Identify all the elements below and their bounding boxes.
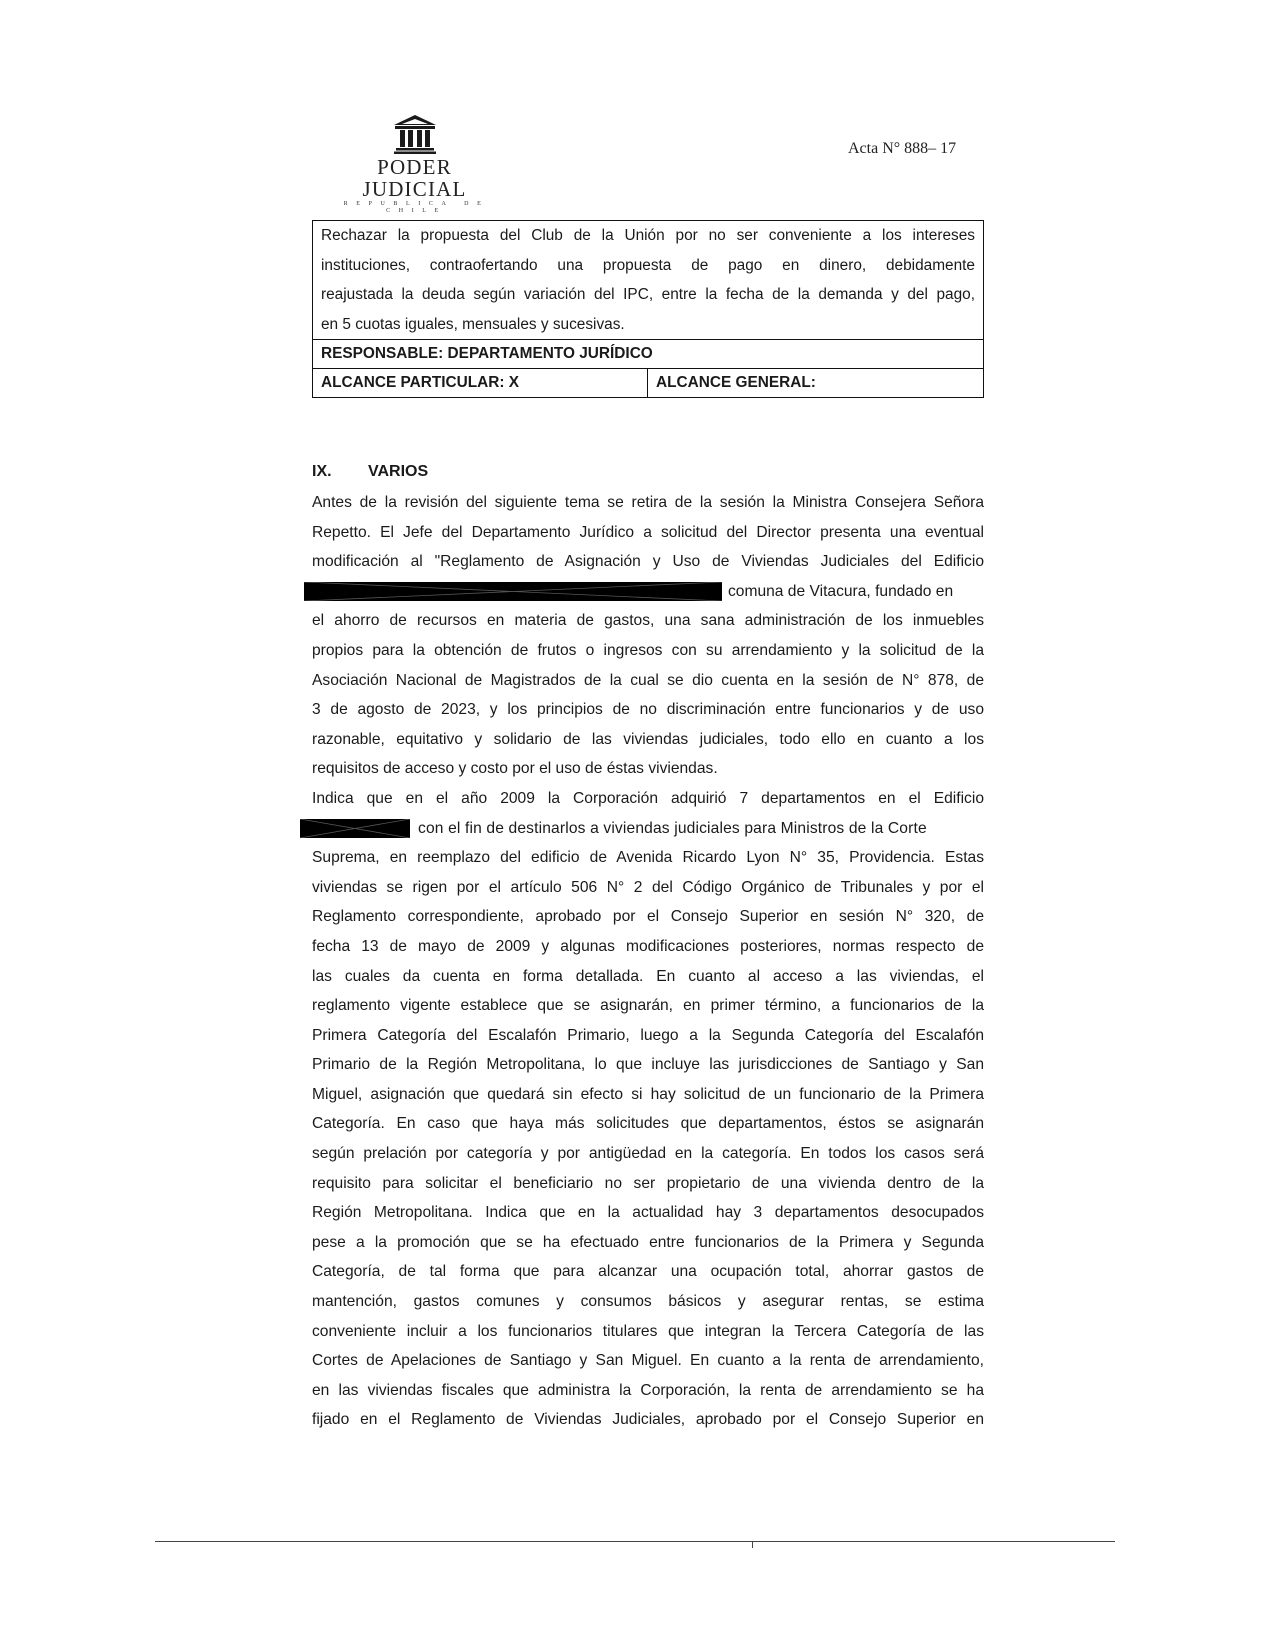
body-line-text: comuna de Vitacura, fundado en <box>728 582 954 600</box>
courthouse-icon <box>391 114 439 154</box>
body-line: fijado en el Reglamento de Viviendas Judiciales, aprobado por el Consejo Superior en <box>312 1411 984 1429</box>
body-line: Reglamento correspondiente, aprobado por el Consejo Superior en sesión N° 320, de <box>312 908 984 926</box>
footer-tick <box>752 1541 753 1548</box>
body-line: Primera Categoría del Escalafón Primario, luego a la Segunda Categoría del Escalafón <box>312 1026 984 1044</box>
footer-divider <box>155 1541 1115 1542</box>
agreement-box <box>312 220 984 398</box>
agreement-text <box>313 221 984 340</box>
body-line: Primario de la Región Metropolitana, lo que incluye las jurisdicciones de Santiago y San <box>312 1056 984 1074</box>
responsable-cell: RESPONSABLE: DEPARTAMENTO JURÍDICO <box>313 340 984 369</box>
body-line: pese a la promoción que se ha efectuado entre funcionarios de la Primera y Segunda <box>312 1233 984 1251</box>
section-number: IX. <box>312 463 332 480</box>
logo-subtitle: REPUBLICA DE CHILE <box>343 201 490 214</box>
body-line: requisito para solicitar el beneficiario no ser propietario de una vivienda dentro de la <box>312 1174 984 1192</box>
body-line: 3 de agosto de 2023, y los principios de no discriminación entre funcionarios y de uso <box>312 701 984 719</box>
logo-title: PODER JUDICIAL <box>362 155 467 201</box>
body-line: Asociación Nacional de Magistrados de la cual se dio cuenta en la sesión de N° 878, de <box>312 671 984 689</box>
redaction-bar <box>304 582 722 601</box>
body-line: viviendas se rigen por el artículo 506 N° 2 del Código Orgánico de Tribunales y por el <box>312 878 984 896</box>
agreement-line: Rechazar la propuesta del Club de la Unión por no ser conveniente a los intereses <box>321 227 975 244</box>
agreement-line: reajustada la deuda según variación del IPC, entre la fecha de la demanda y del pago, <box>321 286 975 304</box>
body-line: Categoría, de tal forma que para alcanzar una ocupación total, ahorrar gastos de <box>312 1263 984 1281</box>
section-title: VARIOS <box>368 463 429 480</box>
body-line: Suprema, en reemplazo del edificio de Avenida Ricardo Lyon N° 35, Providencia. Estas <box>312 849 984 867</box>
alcance-particular-cell: ALCANCE PARTICULAR: X <box>313 369 648 398</box>
body-line: en las viviendas fiscales que administra la Corporación, la renta de arrendamiento se ha <box>312 1381 984 1399</box>
body-line: Cortes de Apelaciones de Santiago y San Miguel. En cuanto a la renta de arrendamiento, <box>312 1352 984 1370</box>
body-line: conveniente incluir a los funcionarios titulares que integran la Tercera Categoría de las <box>312 1322 984 1340</box>
body-line: razonable, equitativo y solidario de las viviendas judiciales, todo ello en cuanto a los <box>312 730 984 748</box>
body-line: según prelación por categoría y por antigüedad en la categoría. En todos los casos será <box>312 1145 984 1163</box>
body-line: reglamento vigente establece que se asignarán, en primer término, a funcionarios de la <box>312 997 984 1015</box>
body-line-redacted <box>312 577 984 607</box>
body-line: fecha 13 de mayo de 2009 y algunas modificaciones posteriores, normas respecto de <box>312 937 984 955</box>
body-line-text: con el fin de destinarlos a viviendas judiciales para Ministros de la Corte <box>418 819 927 837</box>
agreement-line: instituciones, contraofertando una propuesta de pago en dinero, debidamente <box>321 256 975 274</box>
poder-judicial-logo <box>322 114 507 215</box>
body-line: propios para la obtención de frutos o ingresos con su arrendamiento y la solicitud de la <box>312 641 984 659</box>
acta-number: Acta N° 888– 17 <box>848 140 957 157</box>
section-heading <box>312 463 428 481</box>
agreement-line: en 5 cuotas iguales, mensuales y sucesivas. <box>321 315 625 333</box>
body-line: Repetto. El Jefe del Departamento Jurídico a solicitud del Director presenta una eventual <box>312 523 984 541</box>
body-line: Indica que en el año 2009 la Corporación adquirió 7 departamentos en el Edificio <box>312 789 984 807</box>
body-line: Miguel, asignación que quedará sin efecto si hay solicitud de un funcionario de la Primera <box>312 1085 984 1103</box>
body-line-redacted <box>312 814 984 844</box>
body-text <box>312 488 984 1435</box>
body-line: el ahorro de recursos en materia de gastos, una sana administración de los inmuebles <box>312 612 984 630</box>
body-line: las cuales da cuenta en forma detallada. En cuanto al acceso a las viviendas, el <box>312 967 984 985</box>
body-line: modificación al "Reglamento de Asignación y Uso de Viviendas Judiciales del Edificio <box>312 553 984 571</box>
body-line: Antes de la revisión del siguiente tema se retira de la sesión la Ministra Consejera Señora <box>312 494 984 511</box>
body-line: Categoría. En caso que haya más solicitudes que departamentos, éstos se asignarán <box>312 1115 984 1133</box>
redaction-bar <box>300 819 410 838</box>
body-line: requisitos de acceso y costo por el uso de éstas viviendas. <box>312 760 718 778</box>
alcance-general-cell: ALCANCE GENERAL: <box>648 369 984 398</box>
body-line: mantención, gastos comunes y consumos básicos y asegurar rentas, se estima <box>312 1293 984 1311</box>
body-line: Región Metropolitana. Indica que en la actualidad hay 3 departamentos desocupados <box>312 1204 984 1222</box>
